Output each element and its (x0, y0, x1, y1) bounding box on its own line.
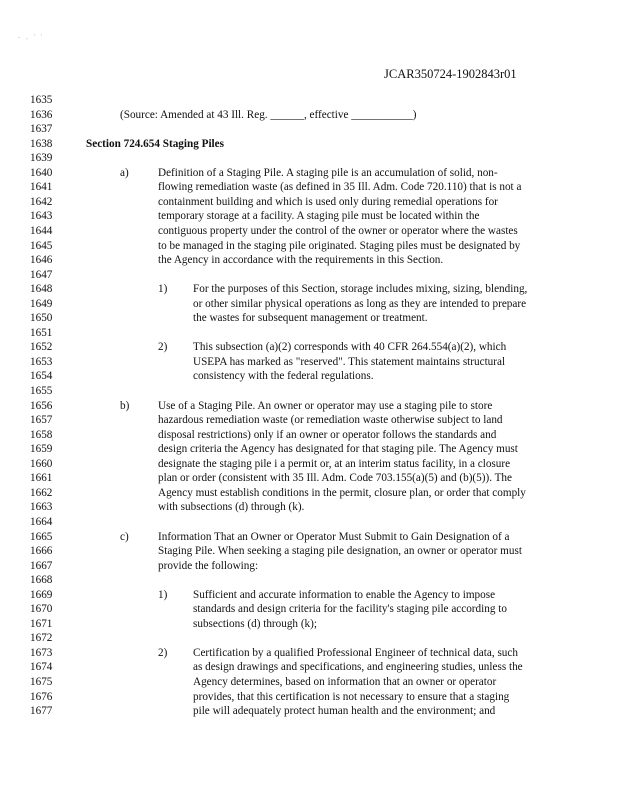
line-text: a) (120, 167, 129, 179)
line-number: 1661 (30, 472, 53, 484)
line-number: 1638 (30, 138, 53, 150)
line-number: 1665 (30, 531, 53, 543)
line-text: contiguous property under the control of the owner or operator where the wastes (158, 225, 518, 237)
line-number: 1637 (30, 123, 53, 135)
line-number: 1646 (30, 254, 53, 266)
line-text: to be managed in the staging pile originated. Staging piles must be designated by (158, 240, 521, 252)
line-text: 1) (158, 589, 168, 601)
line-number: 1668 (30, 574, 53, 586)
line-number: 1666 (30, 545, 53, 557)
line-number: 1669 (30, 589, 53, 601)
line-text: temporary storage at a facility. A staging pile must be located within the (158, 210, 480, 222)
line-text: as design drawings and specifications, and engineering studies, unless the (193, 661, 523, 673)
line-text: hazardous remediation waste (or remediation waste otherwise subject to land (158, 414, 503, 426)
line-text: containment building and which is used only during remedial operations for (158, 196, 498, 208)
line-number: 1673 (30, 647, 53, 659)
line-text: standards and design criteria for the facility's staging pile according to (193, 603, 507, 615)
line-number: 1651 (30, 327, 53, 339)
line-text: subsections (d) through (k); (193, 618, 317, 630)
line-text: This subsection (a)(2) corresponds with 40 CFR 264.554(a)(2), which (193, 341, 507, 353)
line-text: provide the following: (158, 560, 259, 572)
line-text: or other similar physical operations as long as they are intended to prepare (193, 298, 527, 310)
section-heading: Section 724.654 Staging Piles (86, 138, 224, 150)
line-number: 1662 (30, 487, 53, 499)
line-text: pile will adequately protect human health and the environment; and (193, 705, 496, 717)
line-number: 1653 (30, 356, 53, 368)
line-text: flowing remediation waste (as defined in 35 Ill. Adm. Code 720.110) that is not a (158, 181, 522, 193)
line-number: 1672 (30, 632, 53, 644)
line-number: 1667 (30, 560, 53, 572)
line-number: 1656 (30, 400, 53, 412)
line-text: provides, that this certification is not necessary to ensure that a staging (193, 691, 510, 703)
line-number: 1641 (30, 181, 53, 193)
line-text: Information That an Owner or Operator Must Submit to Gain Designation of a (158, 531, 510, 543)
line-number: 1652 (30, 341, 53, 353)
line-number: 1636 (30, 109, 53, 121)
line-text: design criteria the Agency has designated for that staging pile. The Agency must (158, 443, 518, 455)
line-text: 2) (158, 647, 168, 659)
document-id: JCAR350724-1902843r01 (384, 67, 517, 81)
line-text: Staging Pile. When seeking a staging pile designation, an owner or operator must (158, 545, 522, 557)
line-number: 1640 (30, 167, 53, 179)
line-number: 1664 (30, 516, 53, 528)
line-number: 1675 (30, 676, 53, 688)
line-number: 1677 (30, 705, 53, 717)
line-number: 1671 (30, 618, 53, 630)
line-number: 1659 (30, 443, 53, 455)
line-text: Certification by a qualified Professional Engineer of technical data, such (193, 647, 518, 659)
line-number: 1650 (30, 312, 53, 324)
line-number: 1649 (30, 298, 53, 310)
line-text: b) (120, 400, 130, 412)
line-number: 1674 (30, 661, 53, 673)
line-text: with subsections (d) through (k). (158, 501, 305, 513)
line-text: Use of a Staging Pile. An owner or operator may use a staging pile to store (158, 400, 493, 412)
line-number: 1635 (30, 94, 53, 106)
line-number: 1639 (30, 152, 53, 164)
line-text: For the purposes of this Section, storage includes mixing, sizing, blending, (193, 283, 528, 295)
line-number: 1660 (30, 458, 53, 470)
scan-artifact: - , ' ' (18, 33, 44, 41)
line-number: 1643 (30, 210, 53, 222)
line-number: 1655 (30, 385, 53, 397)
line-number: 1645 (30, 240, 53, 252)
line-text: Agency determines, based on information that an owner or operator (193, 676, 497, 688)
line-number: 1647 (30, 269, 53, 281)
line-number: 1642 (30, 196, 53, 208)
line-text: USEPA has marked as "reserved". This statement maintains structural (193, 356, 506, 368)
line-number: 1676 (30, 691, 53, 703)
line-text: 1) (158, 283, 168, 295)
line-text: c) (120, 531, 129, 543)
line-number: 1658 (30, 429, 53, 441)
line-text: Sufficient and accurate information to enable the Agency to impose (193, 589, 496, 601)
line-text: designate the staging pile i a permit or, at an interim status facility, in a closure (158, 458, 511, 470)
line-text: the wastes for subsequent management or treatment. (193, 312, 428, 324)
line-number: 1663 (30, 501, 53, 513)
line-text: Agency must establish conditions in the permit, closure plan, or order that comply (158, 487, 526, 499)
line-text: (Source: Amended at 43 Ill. Reg. ______, effective ___________) (120, 109, 417, 121)
line-number: 1654 (30, 370, 53, 382)
line-text: consistency with the federal regulations. (193, 370, 374, 382)
line-number: 1670 (30, 603, 53, 615)
line-number: 1644 (30, 225, 53, 237)
line-text: Definition of a Staging Pile. A staging pile is an accumulation of solid, non- (158, 167, 498, 179)
line-text: the Agency in accordance with the requirements in this Section. (158, 254, 444, 266)
line-text: plan or order (consistent with 35 Ill. Adm. Code 703.155(a)(5) and (b)(5)). The (158, 472, 512, 484)
line-number: 1648 (30, 283, 53, 295)
line-number: 1657 (30, 414, 53, 426)
line-text: disposal restrictions) only if an owner or operator follows the standards and (158, 429, 497, 441)
line-text: 2) (158, 341, 168, 353)
